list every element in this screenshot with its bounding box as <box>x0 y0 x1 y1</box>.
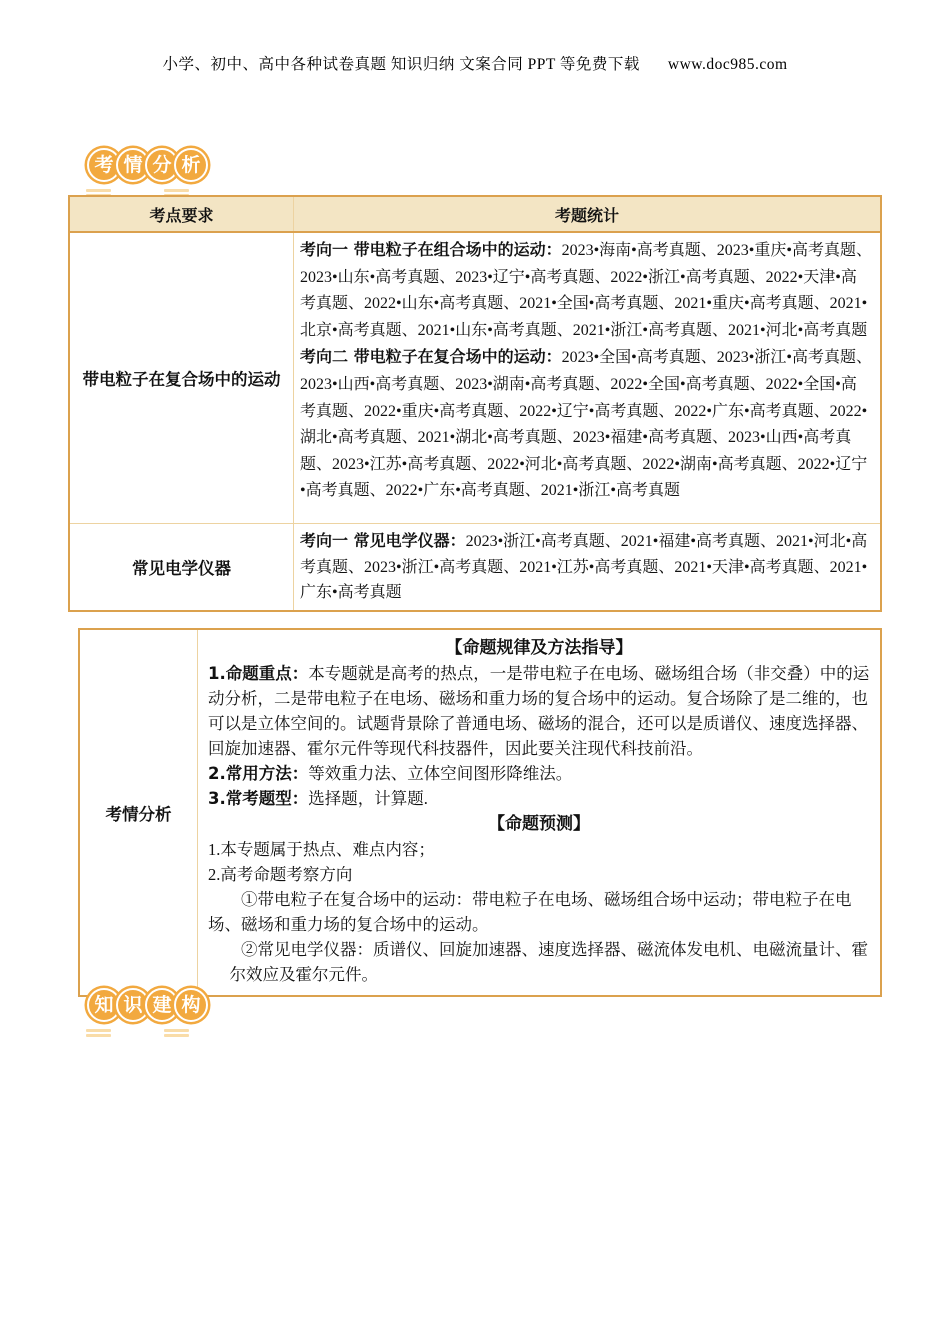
site-header <box>0 52 950 74</box>
paragraph-text: 2023•浙江•高考真题、2021•福建•高考真题、2021•河北•高考真题、2023•浙江•高考真题、2021•江苏•高考真题、2021•天津•高考真题、2021•广东•高考真题 <box>300 533 868 601</box>
table-header-row <box>70 197 880 233</box>
badge-char: 析 <box>181 153 201 176</box>
badge-char: 情 <box>123 153 143 176</box>
section-title-rules: 【命题规律及方法指导】 <box>445 638 633 658</box>
badge-circle-row <box>84 988 208 1022</box>
badge-underline-dash <box>86 1029 111 1032</box>
exam-stat-paragraph <box>300 237 872 344</box>
badge-underline-dash <box>164 189 189 192</box>
topic-cell: 带电粒子在复合场中的运动 <box>70 233 294 523</box>
prediction-sub-item: ②常见电学仪器：质谱仪、回旋加速器、速度选择器、磁流体发电机、电磁流量计、霍尔效应及霍尔元件。 <box>229 940 868 984</box>
badge-underline-dash <box>86 1034 111 1037</box>
section-badge-knowledge-construction <box>84 988 208 1040</box>
table-row <box>70 233 880 523</box>
paragraph-lead: 考向一 常见电学仪器： <box>300 531 466 550</box>
section-badge-exam-analysis <box>84 148 208 200</box>
column-header-exam-stats: 考题统计 <box>554 206 619 225</box>
badge-char: 建 <box>152 993 172 1016</box>
badge-circle-row <box>84 148 208 182</box>
badge-char: 考 <box>94 153 114 176</box>
item-text: 本专题就是高考的热点，一是带电粒子在电场、磁场组合场（非交叠）中的运动分析，二是带电粒子在电场、磁场和重力场的复合场中的运动。复合场除了是二维的，也可以是立体空间的。试题背景除了普通电场、磁场的混合，还可以是质谱仪、速度选择器、回旋加速器、霍尔元件等现代科技器件，因此要关注现代科技前沿。 <box>208 664 870 758</box>
stats-cell <box>294 524 880 610</box>
analysis-table <box>78 628 882 997</box>
badge-char: 构 <box>181 993 201 1016</box>
item-lead: 1.命题重点： <box>208 664 309 683</box>
paragraph-lead: 考向一 带电粒子在组合场中的运动： <box>300 240 562 259</box>
exam-stat-paragraph <box>300 528 872 606</box>
analysis-item <box>208 786 870 811</box>
badge-circle <box>174 148 208 182</box>
paragraph-lead: 考向二 带电粒子在复合场中的运动： <box>300 347 562 367</box>
badge-circle <box>174 988 208 1022</box>
item-text: 选择题，计算题. <box>308 789 428 808</box>
exam-stat-paragraph <box>300 344 872 505</box>
item-text: 等效重力法、立体空间图形降维法。 <box>308 764 573 783</box>
badge-underline-dash <box>164 1029 189 1032</box>
stats-cell <box>294 233 880 523</box>
exam-statistics-table <box>68 195 882 612</box>
analysis-item <box>208 661 870 761</box>
prediction-item: 1.本专题属于热点、难点内容； <box>208 840 435 859</box>
site-url-link[interactable]: www.doc985.com <box>667 56 788 73</box>
badge-underline-dash <box>86 189 111 192</box>
paragraph-text: 2023•全国•高考真题、2023•浙江•高考真题、2023•山西•高考真题、2023•湖南•高考真题、2022•全国•高考真题、2022•全国•高考真题、2022•重庆•高考真题、2022•辽宁•高考真题、2022•广东•高考真题、2022•湖北•高考真题、2021•湖北•高考真题、2023•福建•高考真题、2023•山西•高考真题、2023•江苏•高考真题、2022•河北•高考真题、2022•湖南•高考真题、2022•辽宁•高考真题、2022•广东•高考真题、2021•浙江•高考真题 <box>300 349 872 500</box>
analysis-item <box>208 761 870 786</box>
prediction-sub-item: ①带电粒子在复合场中的运动：带电粒子在电场、磁场组合场中运动；带电粒子在电场、磁场和重力场的复合场中的运动。 <box>208 890 852 934</box>
item-lead: 2.常用方法： <box>208 764 309 783</box>
topic-cell: 常见电学仪器 <box>70 524 294 610</box>
analysis-row-label: 考情分析 <box>80 630 198 995</box>
item-lead: 3.常考题型： <box>208 789 309 808</box>
badge-underline-dash <box>164 1034 189 1037</box>
column-header-exam-point: 考点要求 <box>70 197 294 231</box>
prediction-item: 2.高考命题考察方向 <box>208 865 353 884</box>
paragraph-text: 2023•海南•高考真题、2023•重庆•高考真题、2023•山东•高考真题、2023•辽宁•高考真题、2022•浙江•高考真题、2022•天津•高考真题、2022•山东•高考真题、2021•全国•高考真题、2021•重庆•高考真题、2021•北京•高考真题、2021•山东•高考真题、2021•浙江•高考真题、2021•河北•高考真题 <box>300 242 872 339</box>
badge-char: 识 <box>123 993 143 1016</box>
analysis-content-cell <box>198 630 880 995</box>
badge-char: 分 <box>152 153 172 176</box>
table-row <box>70 523 880 610</box>
badge-char: 知 <box>94 993 114 1016</box>
header-tagline: 小学、初中、高中各种试卷真题 知识归纳 文案合同 PPT 等免费下载 <box>162 56 640 73</box>
section-title-prediction: 【命题预测】 <box>488 814 590 834</box>
